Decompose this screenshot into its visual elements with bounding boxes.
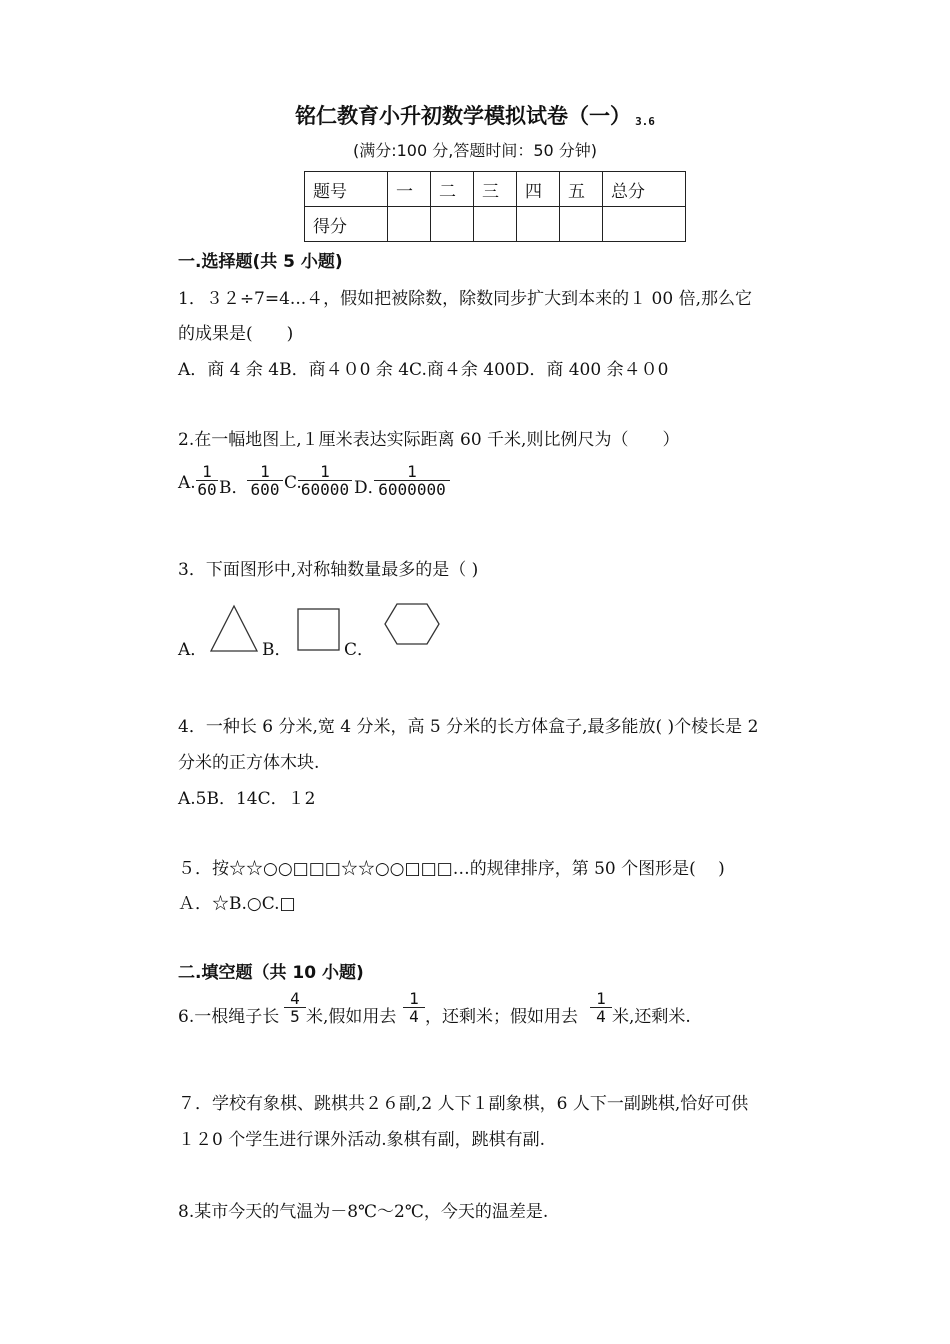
exam-title: [0, 100, 950, 130]
score-header-cell: 题号: [305, 172, 388, 207]
question-2-label-d: D．: [354, 478, 385, 498]
question-2-fraction-b: [247, 463, 283, 498]
exam-title-text: 铭仁教育小升初数学模拟试卷（一）: [295, 103, 632, 128]
question-2-label-c: C.: [284, 473, 302, 493]
question-2-label-b: B．: [219, 478, 249, 498]
section-heading-choice: 一.选择题(共 5 小题): [178, 252, 343, 272]
question-3-label-b: B．: [262, 640, 292, 660]
square-icon: [296, 607, 342, 653]
hexagon-icon: [382, 601, 442, 647]
score-table: [304, 171, 686, 242]
fraction-numerator: 1: [409, 989, 419, 1008]
score-header-cell: 五: [560, 172, 603, 207]
fraction-denominator: 4: [596, 1007, 606, 1026]
fraction-denominator: 60: [197, 480, 217, 499]
question-4-line-2: 分米的正方体木块.: [178, 753, 320, 773]
question-3-label-a: A．: [178, 640, 208, 660]
question-6-part-4: 米,还剩米.: [612, 1007, 691, 1027]
score-row-label: 得分: [305, 207, 388, 242]
question-5-text: ５．按☆☆○○□□□☆☆○○□□□…的规律排序，第 50 个图形是( ): [178, 859, 725, 879]
section-heading-fill: 二.填空题（共 10 小题): [178, 963, 364, 983]
question-1-line-1: 1．３２÷7=4...４，假如把被除数，除数同步扩大到本来的１ 00 倍,那么它: [178, 289, 752, 309]
fraction-numerator: 1: [202, 462, 212, 481]
question-4-options: A.5B．14C．１2: [178, 789, 316, 809]
score-header-cell: 一: [388, 172, 431, 207]
score-cell: [431, 207, 474, 242]
question-6-fraction-2: [403, 990, 425, 1025]
score-table-score-row: [305, 207, 686, 242]
score-cell: [517, 207, 560, 242]
question-6-fraction-3: [590, 990, 612, 1025]
score-cell: [474, 207, 517, 242]
fraction-denominator: 600: [250, 480, 280, 499]
question-6-part-3: ，还剩米；假如用去: [425, 1007, 578, 1027]
question-4-line-1: 4．一种长 6 分米,宽 4 分米，高 5 分米的长方体盒子,最多能放( )个棱长是 2: [178, 717, 759, 737]
question-6-part-1: 6.一根绳子长: [178, 1007, 280, 1027]
question-1-line-2: 的成果是( ): [178, 324, 294, 344]
question-3-label-c: C．: [344, 640, 375, 660]
exam-subtitle: (满分:100 分,答题时间：50 分钟): [352, 141, 598, 160]
score-cell: [388, 207, 431, 242]
question-6-fraction-1: [284, 990, 306, 1025]
score-cell: [603, 207, 686, 242]
fraction-numerator: 1: [596, 989, 606, 1008]
question-1-options: A．商 4 余 4B．商４０0 余 4C.商４余 400D．商 400 余４０0: [178, 360, 669, 380]
score-header-cell: 四: [517, 172, 560, 207]
score-header-cell: 三: [474, 172, 517, 207]
question-2-text: 2.在一幅地图上,１厘米表达实际距离 60 千米,则比例尺为（ ）: [178, 430, 680, 450]
fraction-denominator: 4: [409, 1007, 419, 1026]
fraction-numerator: 4: [290, 989, 300, 1008]
question-2-fraction-c: [298, 463, 352, 498]
question-7-line-1: ７．学校有象棋、跳棋共２６副,2 人下１副象棋，6 人下一副跳棋,恰好可供: [178, 1094, 749, 1114]
score-cell: [560, 207, 603, 242]
fraction-numerator: 1: [260, 462, 270, 481]
question-8-text: 8.某市今天的气温为－8℃～2℃，今天的温差是.: [178, 1202, 549, 1222]
question-2-fraction-a: [196, 463, 218, 498]
question-2-fraction-d: [374, 463, 450, 498]
question-5-options: Ａ．☆B.○C.□: [178, 894, 296, 914]
question-2-label-a: A.: [178, 473, 196, 493]
score-table-header-row: [305, 172, 686, 207]
fraction-denominator: 5: [290, 1007, 300, 1026]
fraction-numerator: 1: [407, 462, 417, 481]
fraction-denominator: 6000000: [378, 480, 446, 499]
fraction-numerator: 1: [320, 462, 330, 481]
question-3-text: 3．下面图形中,对称轴数量最多的是（ ): [178, 560, 479, 580]
score-header-cell: 总分: [603, 172, 686, 207]
question-6-part-2: 米,假如用去: [306, 1007, 397, 1027]
triangle-icon: [208, 602, 260, 654]
score-header-cell: 二: [431, 172, 474, 207]
question-7-line-2: １２0 个学生进行课外活动.象棋有副，跳棋有副.: [178, 1130, 546, 1150]
fraction-denominator: 60000: [300, 480, 350, 499]
title-version: 3.6: [635, 115, 655, 128]
